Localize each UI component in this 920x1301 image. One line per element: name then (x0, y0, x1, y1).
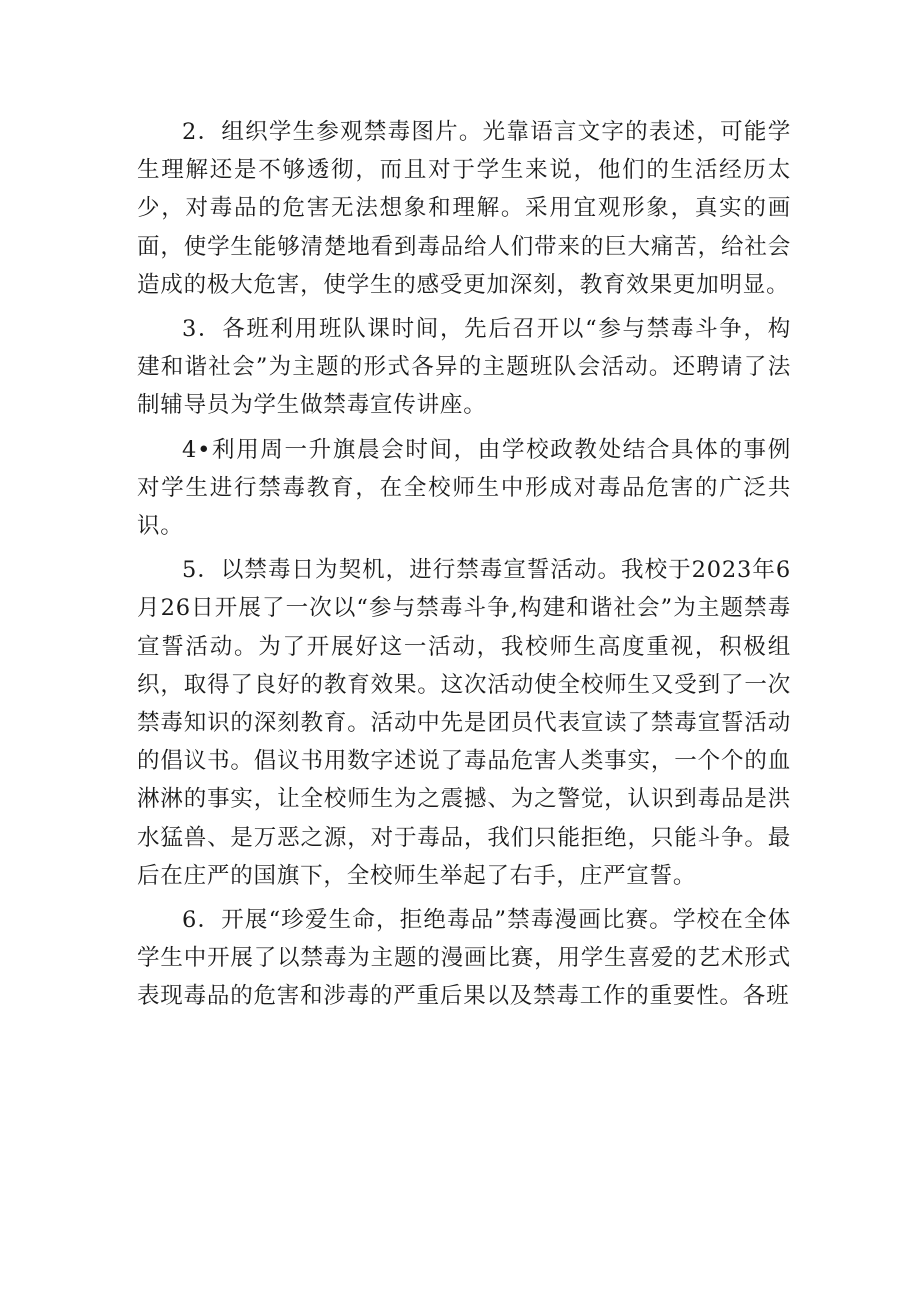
document-body (137, 113, 791, 1022)
paragraph-item-6: 6．开展“珍爱生命，拒绝毒品”禁毒漫画比赛。学校在全体学生中开展了以禁毒为主题的漫画比赛，用学生喜爱的艺术形式表现毒品的危害和涉毒的严重后果以及禁毒工作的重要性。各班 (137, 907, 791, 1010)
paragraph-item-5: 5．以禁毒日为契机，进行禁毒宣誓活动。我校于2023年6月26日开展了一次以“参与禁毒斗争,构建和谐社会”为主题禁毒宣誓活动。为了开展好这一活动，我校师生高度重视，积极组织，取得了良好的教育效果。这次活动使全校师生又受到了一次禁毒知识的深刻教育。活动中先是团员代表宣读了禁毒宣誓活动的倡议书。倡议书用数字述说了毒品危害人类事实，一个个的血淋淋的事实，让全校师生为之震撼、为之警觉，认识到毒品是洪水猛兽、是万恶之源，对于毒品，我们只能拒绝，只能斗争。最后在庄严的国旗下，全校师生举起了右手，庄严宣誓。 (137, 557, 791, 889)
paragraph-item-2: 2．组织学生参观禁毒图片。光靠语言文字的表述，可能学生理解还是不够透彻，而且对于学生来说，他们的生活经历太少，对毒品的危害无法想象和理解。采用宜观形象，真实的画面，使学生能够清楚地看到毒品给人们带来的巨大痛苦，给社会造成的极大危害，使学生的感受更加深刻，教育效果更加明显。 (137, 119, 791, 298)
paragraph-item-4: 4•利用周一升旗晨会时间，由学校政教处结合具体的事例对学生进行禁毒教育，在全校师生中形成对毒品危害的广泛共识。 (137, 436, 791, 540)
paragraph-item-3: 3．各班利用班队课时间，先后召开以“参与禁毒斗争，构建和谐社会”为主题的形式各异的主题班队会活动。还聘请了法制辅导员为学生做禁毒宣传讲座。 (137, 316, 791, 419)
